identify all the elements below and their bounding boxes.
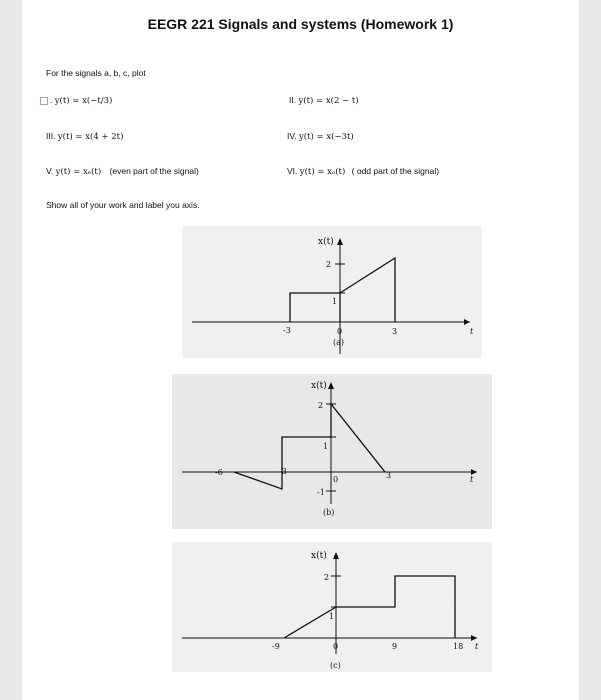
figure-c-xtick-0: 0 xyxy=(333,642,339,651)
item-ii-expression: y(t) = x(2 − t) xyxy=(298,96,359,106)
homework-page xyxy=(22,0,579,700)
item-vi: VI. y(t) = xₒ(t) ( odd part of the signal) xyxy=(287,166,440,177)
figure-c-xtick-18: 18 xyxy=(453,642,464,651)
item-iii-expression: y(t) = x(4 + 2t) xyxy=(57,132,124,142)
checkbox-icon xyxy=(40,97,48,105)
figure-c-ylabel: x(t) xyxy=(311,551,327,561)
figure-a-xlabel: t xyxy=(470,327,474,336)
item-v-note: (even part of the signal) xyxy=(109,166,199,176)
figure-b-xtick-0: 0 xyxy=(333,475,339,484)
figure-a-ytick-1: 1 xyxy=(332,297,338,306)
figure-b-ytick-2: 2 xyxy=(318,401,324,410)
figure-a-xtick-3: 3 xyxy=(392,327,398,336)
figure-a-xtick-m3: -3 xyxy=(283,326,291,335)
figure-c-ytick-2: 2 xyxy=(324,573,330,582)
figure-a-ytick-2: 2 xyxy=(326,260,332,269)
figure-b-xtick-m3: -3 xyxy=(279,467,287,476)
item-iv: IV. y(t) = x(−3t) xyxy=(287,131,354,142)
item-v: V. y(t) = xₑ(t) (even part of the signal) xyxy=(46,166,199,177)
figure-a-caption: (a) xyxy=(333,338,345,347)
item-ii: II. y(t) = x(2 − t) xyxy=(289,95,359,106)
figure-a-ylabel: x(t) xyxy=(318,237,334,247)
figure-c-caption: (c) xyxy=(330,661,341,670)
figure-c-ytick-1: 1 xyxy=(329,612,335,621)
item-i: . y(t) = x(−t/3) xyxy=(40,95,112,106)
page-title: EEGR 221 Signals and systems (Homework 1) xyxy=(147,16,454,32)
figure-b-caption: (b) xyxy=(323,508,335,517)
item-vi-expression: y(t) = xₒ(t) xyxy=(299,167,346,177)
figure-c-xlabel: t xyxy=(475,642,479,651)
figure-b-ytick-m1: -1 xyxy=(317,488,325,497)
figure-a-xtick-0: 0 xyxy=(337,327,343,336)
figure-b-ylabel: x(t) xyxy=(311,381,327,391)
figure-b-xtick-3: 3 xyxy=(386,471,392,480)
figure-b xyxy=(172,374,492,529)
figure-b-xtick-m6: -6 xyxy=(215,468,223,477)
figure-b-xlabel: t xyxy=(470,475,474,484)
figure-b-background xyxy=(172,374,492,529)
figure-c-xtick-m9: -9 xyxy=(272,642,280,651)
intro-text: For the signals a, b, c, plot xyxy=(46,68,146,78)
item-iv-expression: y(t) = x(−3t) xyxy=(299,132,354,142)
item-i-expression: y(t) = x(−t/3) xyxy=(54,96,113,106)
item-vi-note: ( odd part of the signal) xyxy=(351,166,440,176)
item-v-expression: y(t) = xₑ(t) xyxy=(55,167,102,177)
item-iii: III. y(t) = x(4 + 2t) xyxy=(46,131,124,142)
figure-c-xtick-9: 9 xyxy=(392,642,398,651)
figure-c xyxy=(172,542,492,672)
figure-a xyxy=(182,226,482,358)
instruction-text: Show all of your work and label you axis. xyxy=(46,200,200,210)
figure-b-ytick-1: 1 xyxy=(323,442,329,451)
